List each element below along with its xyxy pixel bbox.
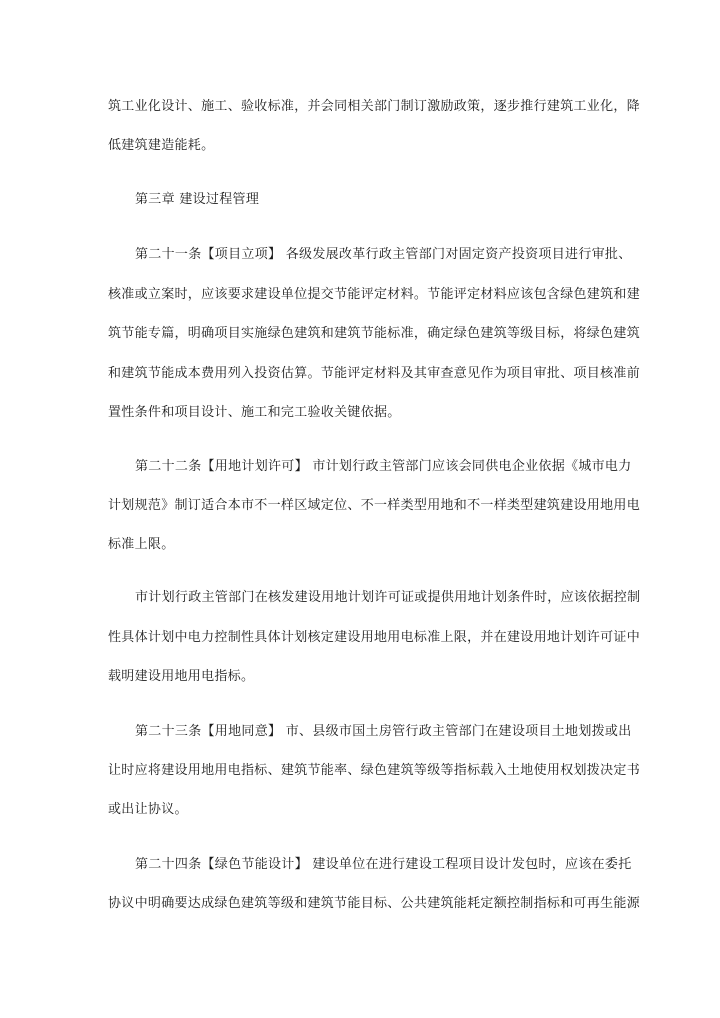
article-22-heading: 第二十二条【用地计划许可】 市计划行政主管部门应该会同供电企业依据《城市电力 <box>135 459 632 474</box>
text-line: 标准上限。 <box>108 537 175 552</box>
article-23-heading: 第二十三条【用地同意】 市、县级市国土房管行政主管部门在建设项目土地划拨或出 <box>135 724 632 739</box>
text-line: 和建筑节能成本费用列入投资估算。节能评定材料及其审查意见作为项目审批、项目核准前 <box>108 366 641 381</box>
text-line: 计划规范》制订适合本市不一样区域定位、不一样类型用地和不一样类型建筑建设用地用电 <box>108 498 641 513</box>
text-line: 核准或立案时，应该要求建设单位提交节能评定材料。节能评定材料应该包含绿色建筑和建 <box>108 287 641 302</box>
text-line: 载明建设用地用电指标。 <box>108 669 255 684</box>
text-line: 或出让协议。 <box>108 802 188 817</box>
text-line: 低建筑建造能耗。 <box>108 138 215 153</box>
text-line: 性具体计划中电力控制性具体计划核定建设用地用电标准上限，并在建设用地计划许可证中 <box>108 630 641 645</box>
text-line: 置性条件和项目设计、施工和完工验收关键依据。 <box>108 405 401 420</box>
text-line: 协议中明确要达成绿色建筑等级和建筑节能目标、公共建筑能耗定额控制指标和可再生能源 <box>108 896 641 911</box>
paragraph-first-line: 市计划行政主管部门在核发建设用地计划许可证或提供用地计划条件时，应该依据控制 <box>135 590 641 605</box>
article-21-heading: 第二十一条【项目立项】 各级发展改革行政主管部门对固定资产投资项目进行审批、 <box>135 247 632 262</box>
text-line: 筑节能专篇，明确项目实施绿色建筑和建筑节能标准，确定绿色建筑等级目标，将绿色建筑 <box>108 326 641 341</box>
text-line: 让时应将建设用地用电指标、建筑节能率、绿色建筑等级等指标载入土地使用权划拨决定书 <box>108 763 641 778</box>
text-line: 筑工业化设计、施工、验收标准，并会同相关部门制订激励政策，逐步推行建筑工业化，降 <box>108 99 641 114</box>
article-24-heading: 第二十四条【绿色节能设计】 建设单位在进行建设工程项目设计发包时，应该在委托 <box>135 857 632 872</box>
chapter-heading: 第三章 建设过程管理 <box>135 192 260 207</box>
